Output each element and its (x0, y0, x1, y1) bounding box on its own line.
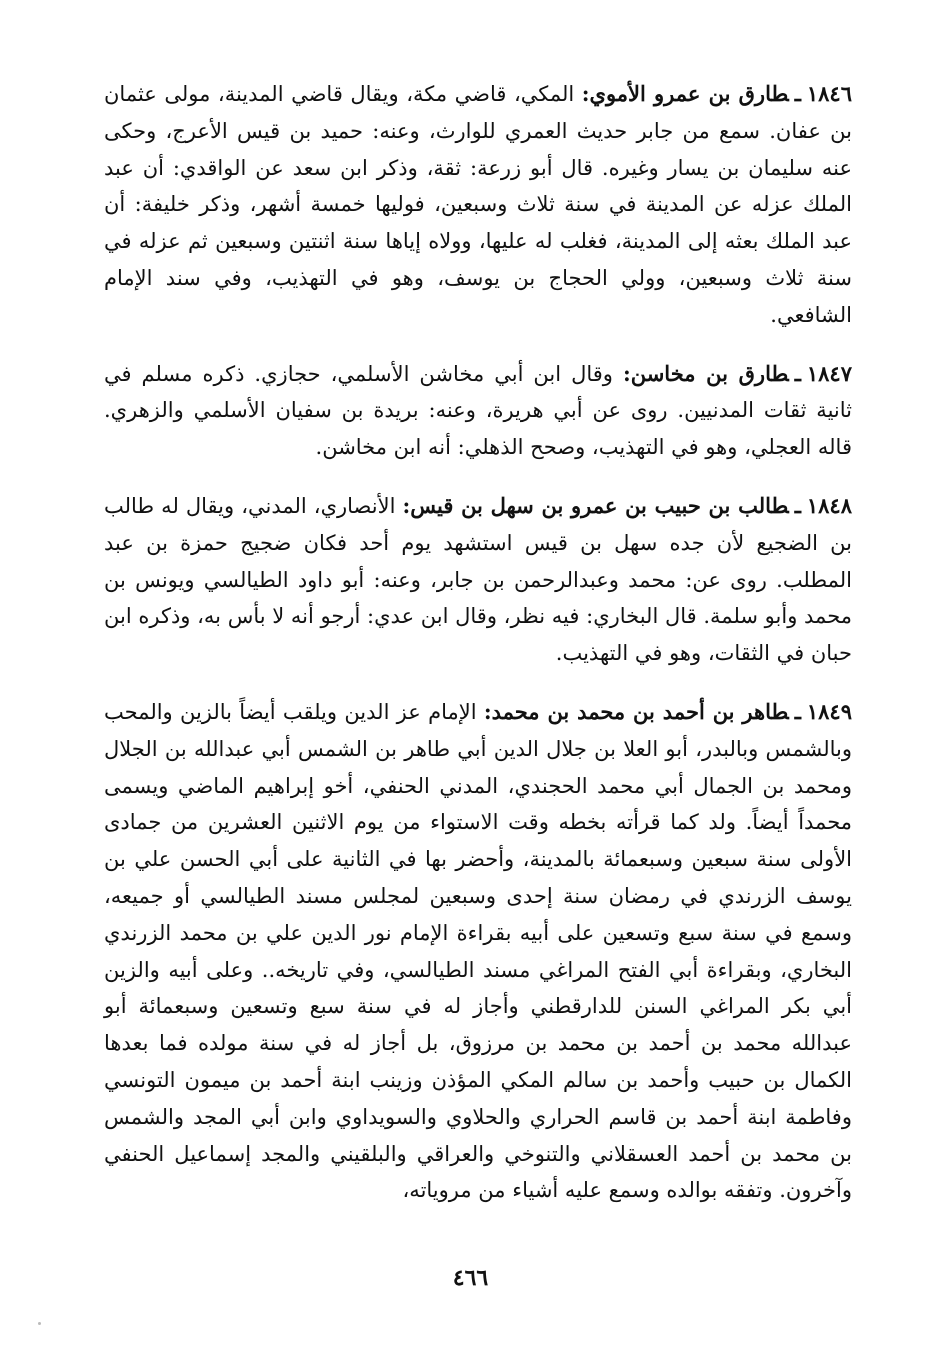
entry-dash: ـ (794, 360, 801, 386)
entry-number: ١٨٤٩ (806, 698, 852, 724)
entry-body: الأنصاري، المدني، ويقال له طالب بن الضجيع لأن جده سهل بن قيس استشهد يوم أحد فكان ضجيج حمزة بن عبد المطلب. روى عن: محمد وعبدالرحمن بن جابر، وعنه: أبو داود الطيالسي ويونس بن محمد وأبو سلمة. قال البخاري: فيه نظر، وقال ابن عدي: أرجو أنه لا بأس به، وذكره ابن حبان في الثقات، وهو في التهذيب. (104, 493, 852, 666)
page-number: ٤٦٦ (452, 1265, 489, 1291)
entry-body: المكي، قاضي مكة، ويقال قاضي المدينة، مولى عثمان بن عفان. سمع من جابر حديث العمري للوارث، وعنه: حميد بن قيس الأعرج، وحكى عنه سليمان بن يسار وغيره. قال أبو زرعة: ثقة، وذكر ابن سعد عن الواقدي: أن عبد الملك عزله عن المدينة في سنة ثلاث وسبعين، فوليها خمسة أشهر، وذكر خليفة: أن عبد الملك بعثه إلى المدينة، فغلب له عليها، وولاه إياها سنة اثنتين وسبعين ثم عزله في سنة ثلاث وسبعين، وولي الحجاج بن يوسف، وهو في التهذيب، وفي سند الإمام الشافعي. (104, 82, 852, 327)
entry-name: طارق بن مخاسن: (622, 360, 789, 386)
entry-body: الإمام عز الدين ويلقب أيضاً بالزين والمحب وبالشمس وبالبدر، أبو العلا بن جلال الدين أبي طاهر بن الشمس أبي عبدالله بن الجلال ومحمد بن الجمال أبي محمد الحجندي، المدني الحنفي، أخو إبراهيم الماضي ويسمى محمداً أيضاً. ولد كما قرأته بخطه وقت الاستواء من يوم الاثنين العشرين من جمادى الأولى سنة سبعين وسبعمائة بالمدينة، وأحضر بها في الثانية على أبي الحسن علي بن يوسف الزرندي في رمضان سنة إحدى وسبعين لمجلس مسند الطيالسي أو جميعه، وسمع في سنة سبع وتسعين على أبيه بقراءة الإمام نور الدين علي بن محمد الزرندي البخاري، وبقراءة أبي الفتح المراغي مسند الطيالسي، وفي تاريخه.. وعلى أبيه والزين أبي بكر المراغي السنن للدارقطني وأجاز له في سنة سبع وتسعين وسبعمائة أبو عبدالله محمد بن أحمد بن محمد بن مرزوق، بل أجاز له في سنة مولده فما بعدها الكمال بن حبيب وأحمد بن سالم المكي المؤذن وزينب ابنة أحمد بن ميمون التونسي وفاطمة ابنة أحمد بن قاسم الحراري والحلاوي والسويداوي وابن أبي المجد والشمس بن محمد بن أحمد العسقلاني والتنوخي والعراقي والبلقيني والمجد إسماعيل الحنفي وآخرون. وتفقه بوالده وسمع عليه أشياء من مروياته، (104, 699, 852, 1203)
biography-entry (104, 488, 852, 672)
entry-name: طاهر بن أحمد بن محمد بن محمد: (483, 698, 789, 724)
entry-name: طالب بن حبيب بن عمرو بن سهل بن قيس: (402, 492, 789, 518)
page-text (104, 76, 852, 1231)
entry-body: وقال ابن أبي مخاشن الأسلمي، حجازي. ذكره مسلم في ثانية ثقات المدنيين. روى عن أبي هريرة، وعنه: بريدة بن سفيان الأسلمي والزهري. قاله العجلي، وهو في التهذيب، وصحح الذهلي: أنه ابن مخاشن. (104, 361, 852, 460)
entry-dash: ـ (794, 81, 801, 106)
entry-number: ١٨٤٧ (806, 360, 852, 386)
biography-entry (104, 694, 852, 1209)
entry-dash: ـ (794, 492, 801, 518)
scan-speck (38, 1322, 41, 1325)
biography-entry (104, 356, 852, 466)
entry-number: ١٨٤٦ (806, 81, 852, 106)
entry-number: ١٨٤٨ (806, 492, 852, 518)
entry-dash: ـ (794, 698, 801, 724)
entry-name: طارق بن عمرو الأموي: (581, 81, 789, 106)
biography-entry (104, 76, 852, 334)
